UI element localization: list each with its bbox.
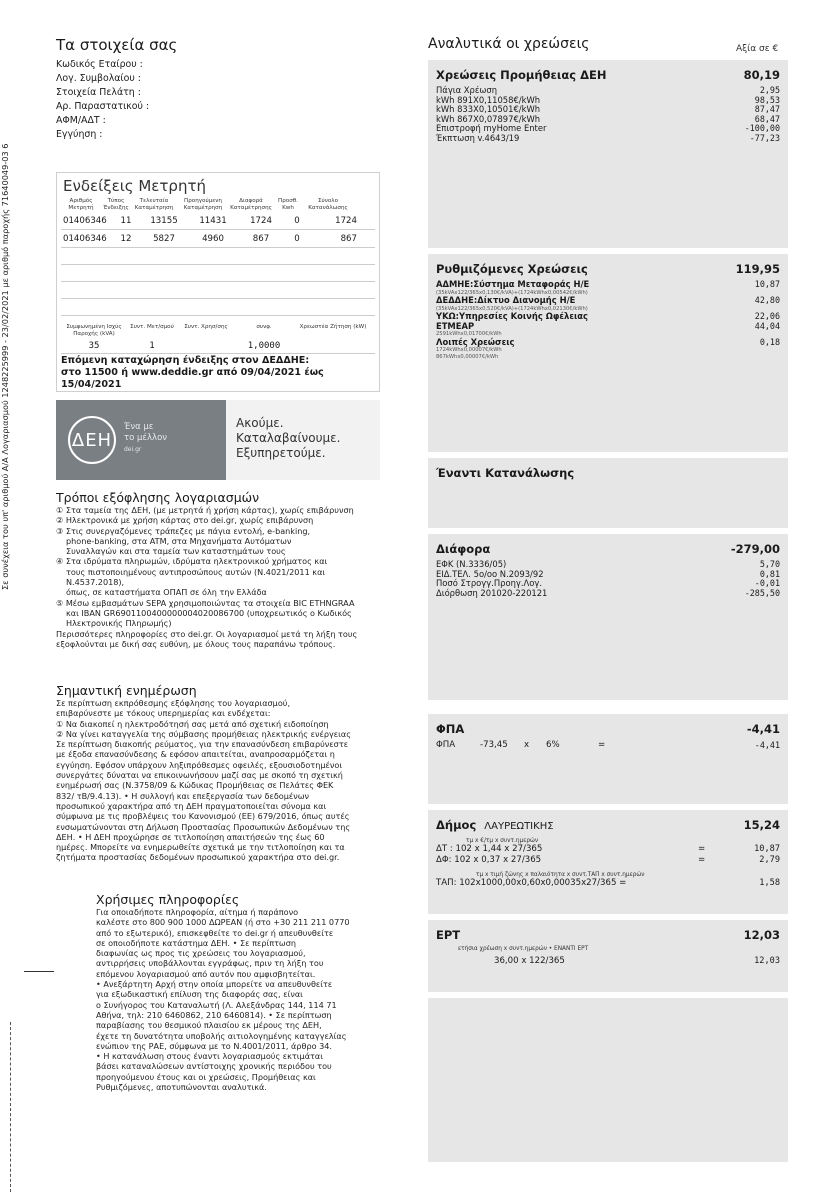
banner-logo-area	[56, 400, 226, 480]
important-line: 832/ τΒ/9.4.13). • Η συλλογή και επεξεργασία των δεδομένων	[56, 790, 310, 801]
regulated-amount: 119,95	[735, 262, 780, 276]
vat-base: -73,45	[480, 740, 508, 750]
important-line: Σε περίπτωση εκπρόθεσμης εξόφλησης του λογαριασμού,	[56, 698, 291, 708]
charge-label: Επιστροφή myHome Enter	[436, 123, 547, 134]
charge-value: 10,87	[754, 279, 780, 289]
payment-list	[56, 505, 396, 649]
charge-value: 2,95	[759, 85, 780, 95]
payment-item: όπως, σε καταστήματα ΟΠΑΠ σε όλη την Ελλάδα	[66, 587, 267, 598]
col-last-reading: Τελευταία Καταμέτρηση	[134, 198, 174, 211]
charge-label: Διόρθωση 201020-220121	[436, 587, 548, 598]
important-section	[56, 683, 396, 863]
charge-label: kWh 891X0,11058€/kWh	[436, 94, 541, 105]
useful-info-section	[96, 892, 388, 1092]
vat-rate: 6%	[546, 740, 560, 750]
useful-line: παραβίασης του θεσμικού πλαισίου εκ μέρους της ΔΕΗ,	[96, 1020, 322, 1031]
charge-label: Λοιπές Χρεώσεις	[436, 336, 515, 347]
charge-label: Ποσό Στρογγ.Προηγ.Λογ.	[436, 578, 543, 589]
extra-kwh: 0	[294, 215, 300, 226]
payment-item: ① Στα ταμεία της ΔΕΗ, (με μετρητά ή χρήση κάρτας), χωρίς επιβάρυνση	[56, 505, 354, 515]
df-value: 2,79	[759, 855, 780, 865]
useful-line: διαφωνίας ως προς τις χρεώσεις του λογαριασμού,	[96, 948, 306, 959]
field-document-number: Αρ. Παραστατικού :	[56, 101, 150, 112]
next-reading-line2: στο 11500 ή www.deddie.gr από 09/04/2021 έως 15/04/2021	[61, 367, 324, 390]
supply-header	[436, 68, 780, 82]
empty-block	[428, 998, 788, 1162]
municipal-dt-row	[436, 844, 780, 855]
charge-value: -0,01	[754, 578, 780, 589]
meter-title: Ενδείξεις Μετρητή	[63, 177, 206, 195]
regulated-charges-block	[428, 254, 788, 452]
useful-text	[96, 907, 388, 1092]
advance-title: Έναντι Κατανάλωσης	[436, 466, 575, 480]
col-meter-factor: Συντ. Μετ/σμού	[130, 324, 174, 330]
charge-value: 42,80	[754, 295, 780, 306]
power-table-header	[61, 324, 375, 338]
charge-formula: 1724kWhx0,00007€/kWh	[436, 347, 502, 354]
useful-line: Ρυθμιζόμενες, αποτυπώνονται αναλυτικά.	[96, 1082, 267, 1093]
vat-header	[436, 722, 780, 736]
charge-value: -285,50	[744, 587, 780, 598]
banner-tagline	[124, 422, 167, 455]
charge-formula: 867kWhx0,00007€/kWh	[436, 353, 499, 360]
vat-block	[428, 714, 788, 804]
ert-block	[428, 920, 788, 992]
advance-block	[428, 458, 788, 528]
useful-line: επόμενου λογαριασμού από αυτόν που αμφισβητείται.	[96, 968, 316, 979]
useful-line: αντιρρήσεις υποβάλλονται εγγράφως, πριν τη λήξη του	[96, 958, 324, 969]
reading-diff: 1724	[250, 215, 272, 226]
payment-item: ④ Στα ιδρύματα πληρωμών, ιδρύματα ηλεκτρονικού χρήματος και	[56, 556, 328, 567]
previous-reading: 11431	[199, 215, 227, 226]
col-reading-type: Τύπος Ένδειξης	[103, 198, 129, 211]
currency-label: Αξία σε €	[736, 44, 779, 54]
tap-calc-header: τμ x τιμή ζώνης x παλαιότητα x συντ.ΤΑΠ x συντ.ημερών	[476, 872, 645, 878]
slogan-line1: Ακούμε.	[236, 416, 284, 430]
municipal-tap-row	[436, 878, 780, 889]
misc-title: Διάφορα	[436, 542, 491, 556]
regulated-title: Ρυθμιζόμενες Χρεώσεις	[436, 262, 588, 276]
useful-line: • Η κατανάλωση στους έναντι λογαριασμούς εκτιμάται	[96, 1051, 323, 1062]
important-line: με έξοδα επανασύνδεσης & εφόσον απαιτείται, αναπροσαρμόζεται η	[56, 749, 335, 760]
tagline-line1: Ένα με	[124, 422, 154, 432]
table-row	[61, 212, 375, 230]
useful-line: καλέστε στο 800 900 1000 ΔΩΡΕΑΝ (ή στο +30 211 211 0770	[96, 917, 350, 928]
charge-label: kWh 833X0,10501€/kWh	[436, 104, 541, 115]
charge-value: 0,18	[759, 336, 780, 347]
reading-type: 12	[120, 233, 132, 244]
field-partner-code: Κωδικός Εταίρου :	[56, 59, 143, 70]
meter-readings-box	[56, 172, 380, 392]
charge-value: 0,81	[759, 568, 780, 579]
vat-x: x	[524, 740, 530, 750]
useful-line: Για οποιαδήποτε πληροφορία, αίτημα ή παράπονο	[96, 907, 299, 917]
empty-row	[61, 282, 375, 299]
col-reading-diff: Διαφορά Καταμέτρησης	[230, 198, 272, 211]
dt-formula: ΔΤ : 102 x 1,44 x 27/365	[436, 844, 543, 854]
useful-title: Χρήσιμες πληροφορίες	[96, 892, 240, 907]
empty-row	[61, 248, 375, 265]
fold-mark	[24, 971, 54, 972]
regulated-header	[436, 262, 780, 276]
ert-calc-row	[436, 956, 780, 967]
dei-banner	[56, 400, 380, 480]
meter-number: 01406346	[63, 215, 107, 226]
empty-row	[61, 265, 375, 282]
important-line: συνεργάτες δύναται να επικοινωνήσουν μαζί σας με σκοπό τη σχετική	[56, 770, 343, 781]
important-line: σύμφωνα με τις προβλέψεις του Κανονισμού (ΕΕ) 679/2016, όπως αυτές	[56, 811, 350, 822]
usage-factor	[177, 341, 235, 351]
important-line: ζητήματα προστασίας δεδομένων προσωπικού χαρακτήρα στο dei.gr.	[56, 852, 340, 863]
next-reading-line1: Επόμενη καταχώρηση ένδειξης στον ΔΕΔΔΗΕ:	[61, 355, 310, 366]
supply-amount: 80,19	[743, 68, 780, 82]
useful-line: ενώπιον της ΡΑΕ, σύμφωνα με το Ν.4001/2011, άρθρο 34.	[96, 1040, 332, 1051]
payment-item: phone-banking, στα ATM, στα Μηχανήματα Αυτόματων	[66, 535, 292, 546]
col-extra-kwh: Προσθ. Kwh	[278, 198, 298, 211]
banner-slogan	[226, 400, 380, 480]
municipal-header	[436, 818, 780, 832]
misc-amount: -279,00	[730, 542, 780, 556]
useful-line: προηγούμενου έτους και οι χρεώσεις, Προμήθειας και	[96, 1071, 316, 1082]
charge-line	[436, 296, 780, 306]
vat-calc-row	[436, 740, 780, 751]
misc-header	[436, 542, 780, 556]
important-line: επιβαρύνεστε με τόκους υπερημερίας και ενδέχεται:	[56, 708, 271, 719]
power-row	[61, 341, 375, 351]
important-line: εγγύηση. Εφόσον υπάρχουν ληξιπρόθεσμες οφειλές, εξουσιοδοτημένοι	[56, 759, 343, 770]
useful-line: από το εξωτερικό), επισκεφθείτε το dei.gr ή απευθυνθείτε	[96, 927, 334, 938]
field-deposit: Εγγύηση :	[56, 129, 103, 140]
charges-title: Αναλυτικά οι χρεώσεις	[428, 36, 590, 52]
meter-number: 01406346	[63, 233, 107, 244]
charge-value: 22,06	[754, 311, 780, 322]
municipal-name: ΛΑΥΡΕΩΤΙΚΗΣ	[484, 821, 554, 832]
customer-title: Τα στοιχεία σας	[56, 36, 178, 54]
charge-formula: (35kVAx122/365x0,130€/kVA)+(1724kWhx0,00542€/kWh)	[436, 289, 588, 296]
slogan-line2: Καταλαβαίνουμε.	[236, 431, 341, 445]
col-usage-factor: Συντ. Χρησ/σης	[184, 324, 228, 330]
ert-calc-header: ετήσια χρέωση x συντ.ημερών • ΕΝΑΝΤΙ ΕΡΤ	[458, 946, 589, 952]
charge-line	[436, 338, 780, 348]
tear-line	[10, 1022, 11, 1192]
charge-value: -100,00	[744, 123, 780, 134]
field-tax-id: ΑΦΜ/ΑΔΤ :	[56, 115, 106, 126]
agreed-power: 35	[88, 341, 100, 351]
last-reading: 13155	[150, 215, 178, 226]
payment-more-info: Περισσότερες πληροφορίες στο dei.gr. Οι λογαριασμοί μετά τη λήξη τους εξοφλούνται με δική σας ευθύνη, με όλους τους παραπάνω τρόπους.	[56, 628, 358, 649]
municipal-calc-header: τμ x €/τμ x συντ.ημερών	[466, 838, 539, 844]
charge-label: kWh 867X0,07897€/kWh	[436, 113, 541, 124]
charge-value: 68,47	[754, 113, 780, 124]
municipal-title: Δήμος	[436, 818, 477, 832]
df-formula: ΔΦ: 102 x 0,37 x 27/365	[436, 855, 542, 865]
vat-eq: =	[598, 740, 606, 750]
slogan-line3: Εξυπηρετούμε.	[236, 446, 326, 460]
next-reading-notice	[61, 353, 375, 391]
useful-line: • Ανεξάρτητη Αρχή στην οποία μπορείτε να απευθυνθείτε	[96, 979, 333, 990]
useful-line: ο Συνήγορος του Καταναλωτή (Λ. Αλεξάνδρας 144, 114 71	[96, 999, 337, 1010]
empty-row	[61, 299, 375, 316]
dt-value: 10,87	[754, 844, 780, 854]
charge-label: ΕΦΚ (Ν.3336/05)	[436, 559, 507, 569]
important-line: ΔΕΗ. • Η ΔΕΗ προχώρησε σε τιτλοποίηση απαιτήσεών της έως 60	[56, 831, 325, 842]
charge-line	[436, 312, 780, 322]
payment-item: ⑤ Μέσω εμβασμάτων SEPA χρησιμοποιώντας τα στοιχεία BIC ETHNGRAA	[56, 597, 355, 608]
charge-line	[436, 589, 780, 599]
vat-amount: -4,41	[746, 722, 780, 736]
misc-charges-block	[428, 534, 788, 700]
charge-label: Πάγια Χρέωση	[436, 85, 498, 95]
payment-item: Ηλεκτρονικής Πληρωμής)	[66, 618, 172, 629]
important-title: Σημαντική ενημέρωση	[56, 683, 197, 698]
col-previous-reading: Προηγούμενη Καταμέτρηση	[183, 198, 223, 211]
field-customer-info: Στοιχεία Πελάτη :	[56, 87, 141, 98]
important-text	[56, 698, 396, 863]
ert-amount: 12,03	[743, 928, 780, 942]
important-line: ② Να γίνει καταγγελία της σύμβασης προμήθειας ηλεκτρικής ενέργειας	[56, 728, 352, 739]
charge-label: ΔΕΔΔΗΕ:Δίκτυο Διανομής Η/Ε	[436, 295, 576, 306]
ert-header	[436, 928, 780, 942]
col-meter-number: Αριθμός Μετρητή	[68, 198, 94, 211]
important-line: ημέρες. Μπορείτε να ενημερωθείτε σχετικά με την τιτλοποίηση και τα	[56, 842, 345, 853]
customer-section	[56, 36, 394, 142]
supply-title: Χρεώσεις Προμήθειας ΔΕΗ	[436, 68, 607, 82]
municipal-amount: 15,24	[743, 818, 780, 832]
charge-label: Έκπτωση v.4643/19	[436, 132, 520, 143]
payment-item: και IBAN GR6901100400000004020086700 (υποχρεωτικός ο Κωδικός	[66, 607, 352, 618]
customer-fields	[56, 58, 394, 142]
ert-value: 12,03	[754, 956, 780, 966]
col-power-factor: συνφ.	[256, 324, 272, 330]
vat-label: ΦΠΑ	[436, 740, 456, 750]
payment-item: ③ Στις συνεργαζόμενες τράπεζες με πάγια εντολή, e-banking,	[56, 525, 311, 536]
tagline-url: dei.gr	[124, 446, 142, 453]
charge-label: ΕΙΔ.ΤΕΛ. 5ο/οο Ν.2093/92	[436, 568, 544, 579]
col-chargeable-demand: Χρεωστέα Ζήτηση (kW)	[299, 324, 367, 330]
important-line: προσωπικού χαρακτήρα από τη ΔΕΗ πραγματοποιείται σύνομα και	[56, 800, 327, 811]
municipal-df-row	[436, 855, 780, 866]
charge-value: 44,04	[754, 320, 780, 331]
advance-header	[436, 466, 780, 480]
important-line: Σε περίπτωση διακοπής ρεύματος, για την επανασύνδεση επιβαρύνεστε	[56, 739, 349, 750]
total-consumption: 867	[340, 233, 357, 244]
last-reading: 5827	[153, 233, 175, 244]
charge-value: -77,23	[749, 132, 780, 143]
useful-line: βάσει καταναλώσεων αντίστοιχης χρονικής περιόδου του	[96, 1061, 332, 1072]
extra-kwh: 0	[294, 233, 300, 244]
charge-label: ΑΔΜΗΕ:Σύστημα Μεταφοράς Η/Ε	[436, 279, 590, 289]
charge-value: 5,70	[759, 559, 780, 569]
dei-logo: ΔΕΗ	[68, 416, 116, 464]
charge-value: 87,47	[754, 104, 780, 115]
ert-title: ΕΡΤ	[436, 928, 461, 942]
chargeable-demand	[293, 341, 373, 351]
payment-methods-section	[56, 490, 396, 649]
reading-diff: 867	[252, 233, 270, 244]
charge-formula: (35kVAx122/365x0,520€/kVA)+(1724kWhx0,02130€/kWh)	[436, 305, 588, 312]
meter-table-header	[61, 198, 375, 212]
table-row	[61, 230, 375, 248]
charge-line	[436, 280, 780, 290]
tap-value: 1,58	[759, 878, 780, 888]
side-reference-text: Σε συνέχεια του υπ' αριθμού Α/Α Λογαριασμού 1248225999 - 23/02/2021 με αριθμό παροχής 71640049-03 6	[0, 143, 10, 590]
col-agreed-power: Συμφωνημένη Ισχύς Παροχής (kVA)	[66, 324, 122, 337]
important-line: ① Να διακοπεί η ηλεκτροδότησή σας μετά από σχετική ειδοποίηση	[56, 718, 329, 729]
useful-line: Αθήνα, τηλ: 210 6460862, 210 6460814). • Σε περίπτωση	[96, 1009, 332, 1020]
charge-label: ΕΤΜΕΑΡ	[436, 320, 475, 331]
power-factor: 1,0000	[247, 341, 281, 351]
payment-item: ② Ηλεκτρονικά με χρήση κάρτας στο dei.gr, χωρίς επιβάρυνση	[56, 515, 314, 526]
payment-item: τους πιστοποιημένους αντιπροσώπους αυτών (Ν.4021/2011 και	[66, 566, 326, 577]
payment-title: Τρόποι εξόφλησης λογαριασμών	[56, 490, 260, 505]
total-consumption: 1724	[335, 215, 357, 226]
charge-formula: 2591kWhx0,01700€/kWh	[436, 331, 502, 338]
charge-value: 98,53	[754, 94, 780, 105]
charge-line	[436, 134, 780, 144]
meter-factor: 1	[149, 341, 155, 351]
payment-item: Συναλλαγών και στα ταμεία των καταστημάτων τους	[66, 546, 286, 557]
col-total-consumption: Σύνολο Κατανάλωσης	[308, 198, 348, 211]
payment-item: Ν.4537.2018),	[66, 577, 125, 588]
useful-line: έχετε τη δυνατότητα υποβολής αιτιολογημένης καταγγελίας	[96, 1030, 347, 1041]
useful-line: για εξωδικαστική επίλυση της διαφοράς σας, είναι	[96, 989, 303, 1000]
dt-eq: =	[698, 844, 706, 854]
reading-type: 11	[120, 215, 132, 226]
municipal-block	[428, 810, 788, 914]
df-eq: =	[698, 855, 706, 865]
vat-value: -4,41	[754, 740, 780, 750]
vat-title: ΦΠΑ	[436, 722, 465, 736]
useful-line: σε οποιοδήποτε κατάστημα ΔΕΗ. • Σε περίπτωση	[96, 937, 296, 948]
tagline-line2: το μέλλον	[124, 433, 168, 443]
important-line: ενημέρωσή σας (Ν.3758/09 & Κώδικας Προμήθειας σε Πελάτες ΦΕΚ	[56, 780, 334, 791]
previous-reading: 4960	[202, 233, 224, 244]
ert-formula: 36,00 x 122/365	[494, 956, 565, 966]
charge-line	[436, 322, 780, 332]
tap-formula: ΤΑΠ: 102x1000,00x0,60x0,00035x27/365 =	[436, 878, 627, 888]
charge-label: ΥΚΩ:Υπηρεσίες Κοινής Ωφέλειας	[436, 311, 588, 322]
important-line: ενσωματώνονται στη Δήλωση Προστασίας Προσωπικών Δεδομένων της	[56, 821, 351, 832]
supply-charges-block	[428, 60, 788, 248]
field-contract-account: Λογ. Συμβολαίου :	[56, 73, 141, 84]
